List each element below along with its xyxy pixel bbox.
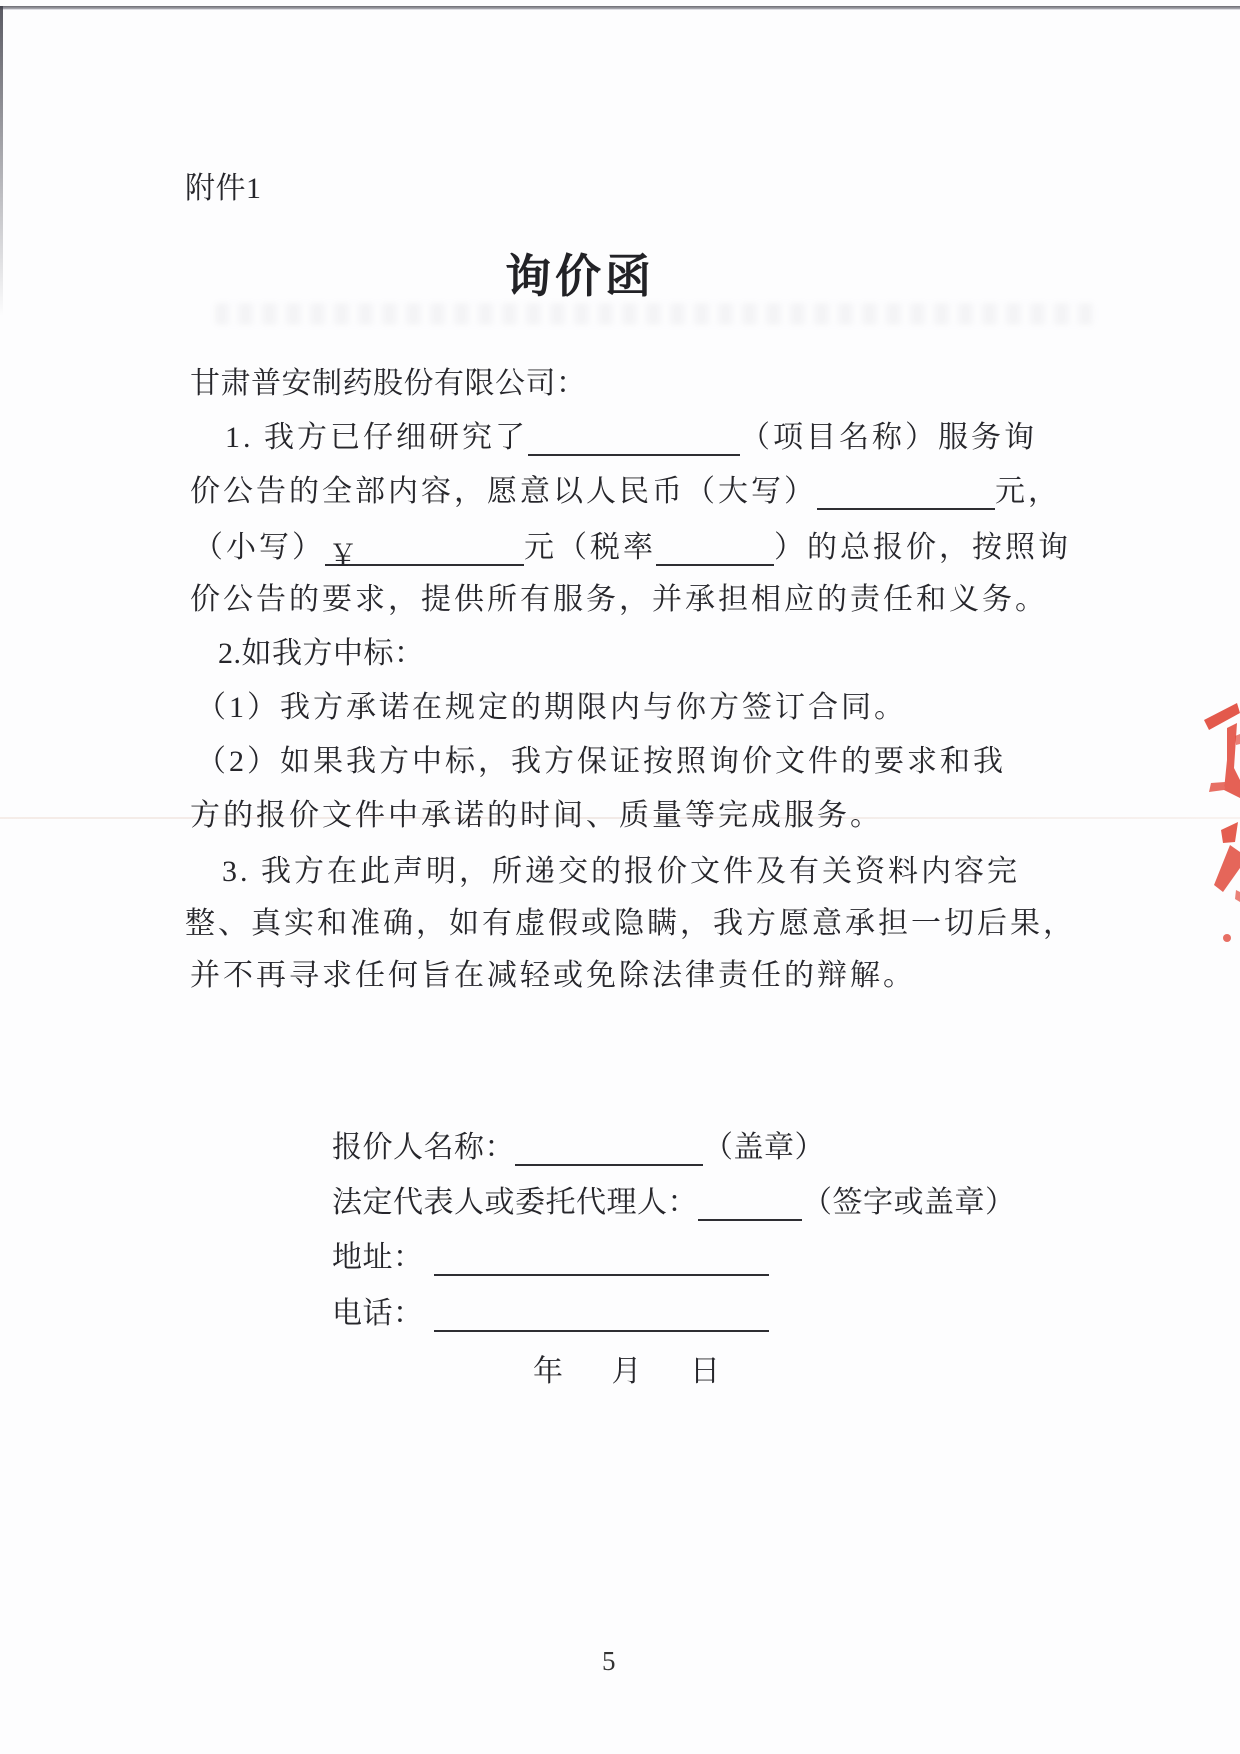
phone-label: 电话：: [332, 1297, 424, 1330]
attachment-label: 附件1: [185, 172, 262, 205]
date-year-label: 年: [533, 1355, 564, 1388]
red-seal-stamp-fragment: [1178, 640, 1240, 960]
bidder-seal-suffix: （盖章）: [703, 1131, 825, 1164]
salutation: 甘肃普安制药股份有限公司：: [190, 367, 587, 400]
para2-item1: （1）我方承诺在规定的期限内与你方签订合同。: [196, 691, 907, 724]
para1-line1-text: 1. 我方已仔细研究了: [225, 421, 528, 454]
para1-line3-mid: 元（税率: [524, 531, 656, 564]
representative-label: 法定代表人或委托代理人：: [332, 1186, 698, 1219]
para1-line3: [193, 522, 1071, 573]
para1-line1: [225, 412, 1037, 456]
signature-bidder-row: [332, 1122, 825, 1166]
page-number: 5: [602, 1646, 616, 1676]
date-month-label: 月: [611, 1355, 642, 1388]
blank-representative: [698, 1186, 802, 1221]
scan-top-edge-shadow: [0, 9, 1240, 10]
signature-representative-row: [332, 1177, 1016, 1221]
signature-address-row: [332, 1232, 769, 1276]
para1-line2-suffix: 元，: [995, 475, 1061, 508]
scan-ghost-bleedthrough: [215, 303, 1095, 325]
scan-left-edge: [0, 6, 3, 316]
para1-line1-suffix: （项目名称）服务询: [740, 421, 1037, 454]
para2-item2-line2: 方的报价文件中承诺的时间、质量等完成服务。: [190, 799, 883, 832]
para3-line3: 并不再寻求任何旨在减轻或免除法律责任的辩解。: [190, 959, 916, 992]
bidder-name-label: 报价人名称：: [332, 1131, 515, 1164]
para3-line2: 整、真实和准确，如有虚假或隐瞒，我方愿意承担一切后果，: [185, 907, 1076, 940]
representative-sign-suffix: （签字或盖章）: [802, 1186, 1016, 1219]
para3-line1: 3. 我方在此声明，所递交的报价文件及有关资料内容完: [222, 855, 1020, 888]
blank-bidder-name: [515, 1131, 703, 1166]
date-day-label: 日: [690, 1355, 721, 1388]
para1-line2: [190, 466, 1061, 510]
blank-amount-words: [817, 475, 995, 510]
para2-heading: 2.如我方中标：: [218, 637, 425, 670]
blank-project-name: [528, 421, 740, 456]
signature-phone-row: [332, 1288, 769, 1332]
para1-line3-suffix: ）的总报价，按照询: [774, 531, 1071, 564]
yen-currency-symbol: ￥: [328, 540, 358, 573]
para2-item2-line1: （2）如果我方中标，我方保证按照询价文件的要求和我: [196, 745, 1006, 778]
page-title: 询价函: [505, 251, 655, 302]
para1-line2-text: 价公告的全部内容，愿意以人民币（大写）: [190, 475, 817, 508]
blank-amount-figures: [325, 531, 524, 573]
para1-line3-text: （小写）: [193, 531, 325, 564]
blank-tax-rate: [656, 531, 774, 566]
date-line: [533, 1346, 721, 1390]
blank-phone: [434, 1297, 769, 1332]
blank-address: [434, 1241, 769, 1276]
para1-line4: 价公告的要求，提供所有服务，并承担相应的责任和义务。: [190, 583, 1048, 616]
address-label: 地址：: [332, 1241, 424, 1274]
